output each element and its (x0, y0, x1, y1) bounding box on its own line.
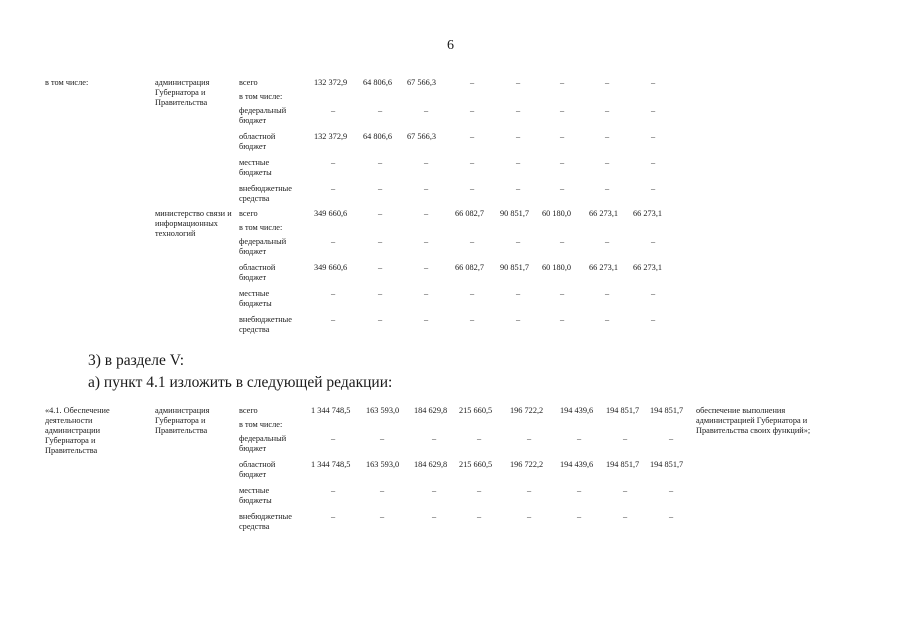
empty-value-cell: – (424, 106, 429, 115)
amount-cell: 194 851,7 (606, 460, 640, 469)
empty-value-cell: – (424, 315, 429, 324)
amount-cell: 349 660,6 (314, 263, 348, 272)
empty-value-cell: – (470, 289, 475, 298)
funding-source-label: областной бюджет (239, 460, 276, 479)
empty-value-cell: – (378, 184, 383, 193)
empty-value-cell: – (331, 184, 336, 193)
empty-value-cell: – (378, 315, 383, 324)
empty-value-cell: – (477, 486, 482, 495)
empty-value-cell: – (424, 237, 429, 246)
empty-value-cell: – (331, 158, 336, 167)
empty-value-cell: – (516, 78, 521, 87)
amount-cell: 163 593,0 (366, 406, 400, 415)
funding-source-label: областной бюджет (239, 132, 276, 151)
funding-source-label: в том числе: (239, 92, 283, 101)
amount-cell: 196 722,2 (510, 406, 544, 415)
empty-value-cell: – (477, 512, 482, 521)
amount-cell: 66 273,1 (589, 209, 619, 218)
empty-value-cell: – (560, 237, 565, 246)
amount-cell: 184 629,8 (414, 406, 448, 415)
empty-value-cell: – (651, 106, 656, 115)
empty-value-cell: – (669, 434, 674, 443)
empty-value-cell: – (378, 237, 383, 246)
empty-value-cell: – (424, 263, 429, 272)
amount-cell: 67 566,3 (407, 78, 437, 87)
empty-value-cell: – (669, 512, 674, 521)
executor-ministry: министерство связи и информационных технологий (155, 209, 232, 238)
amount-cell: 194 439,6 (560, 460, 594, 469)
funding-source-label: местные бюджеты (239, 158, 272, 177)
empty-value-cell: – (516, 158, 521, 167)
empty-value-cell: – (516, 132, 521, 141)
empty-value-cell: – (378, 263, 383, 272)
amount-cell: 66 082,7 (455, 209, 485, 218)
amount-cell: 194 439,6 (560, 406, 594, 415)
empty-value-cell: – (380, 434, 385, 443)
page-number: 6 (447, 38, 454, 53)
empty-value-cell: – (651, 315, 656, 324)
empty-value-cell: – (432, 434, 437, 443)
empty-value-cell: – (623, 434, 628, 443)
amount-cell: 1 344 748,5 (311, 406, 351, 415)
empty-value-cell: – (527, 486, 532, 495)
empty-value-cell: – (560, 78, 565, 87)
amount-cell: 66 273,1 (633, 263, 663, 272)
empty-value-cell: – (516, 289, 521, 298)
empty-value-cell: – (470, 78, 475, 87)
funding-source-label: федеральный бюджет (239, 434, 287, 453)
empty-value-cell: – (605, 289, 610, 298)
empty-value-cell: – (560, 289, 565, 298)
empty-value-cell: – (331, 512, 336, 521)
amount-cell: 67 566,3 (407, 132, 437, 141)
amount-cell: 1 344 748,5 (311, 460, 351, 469)
empty-value-cell: – (527, 512, 532, 521)
amount-cell: 196 722,2 (510, 460, 544, 469)
amount-cell: 194 851,7 (606, 406, 640, 415)
empty-value-cell: – (651, 132, 656, 141)
empty-value-cell: – (380, 486, 385, 495)
empty-value-cell: – (432, 486, 437, 495)
empty-value-cell: – (560, 184, 565, 193)
funding-source-label: областной бюджет (239, 263, 276, 282)
empty-value-cell: – (623, 486, 628, 495)
empty-value-cell: – (424, 184, 429, 193)
amount-cell: 64 806,6 (363, 78, 393, 87)
empty-value-cell: – (378, 106, 383, 115)
empty-value-cell: – (477, 434, 482, 443)
empty-value-cell: – (516, 315, 521, 324)
amount-cell: 215 660,5 (459, 406, 493, 415)
empty-value-cell: – (516, 184, 521, 193)
empty-value-cell: – (378, 158, 383, 167)
amount-cell: 90 851,7 (500, 263, 530, 272)
empty-value-cell: – (331, 315, 336, 324)
empty-value-cell: – (331, 486, 336, 495)
heading-section-v: 3) в разделе V: (88, 352, 185, 369)
amount-cell: 60 180,0 (542, 209, 572, 218)
empty-value-cell: – (651, 158, 656, 167)
amount-cell: 66 082,7 (455, 263, 485, 272)
empty-value-cell: – (651, 184, 656, 193)
empty-value-cell: – (470, 237, 475, 246)
funding-source-label: внебюджетные средства (239, 184, 292, 203)
empty-value-cell: – (424, 209, 429, 218)
funding-source-label: всего (239, 78, 258, 87)
amount-cell: 132 372,9 (314, 78, 348, 87)
empty-value-cell: – (577, 434, 582, 443)
empty-value-cell: – (527, 434, 532, 443)
amount-cell: 90 851,7 (500, 209, 530, 218)
item-4-1-name: «4.1. Обеспечение деятельности администрации Губернатора и Правительства (45, 406, 110, 455)
funding-source-label: внебюджетные средства (239, 315, 292, 334)
funding-source-label: федеральный бюджет (239, 237, 287, 256)
amount-cell: 163 593,0 (366, 460, 400, 469)
empty-value-cell: – (470, 106, 475, 115)
expected-result: обеспечение выполнения администрацией Губернатора и Правительства своих функций»; (696, 406, 811, 435)
empty-value-cell: – (470, 315, 475, 324)
empty-value-cell: – (651, 289, 656, 298)
empty-value-cell: – (605, 78, 610, 87)
empty-value-cell: – (651, 78, 656, 87)
funding-source-label: в том числе: (239, 223, 283, 232)
empty-value-cell: – (605, 184, 610, 193)
empty-value-cell: – (516, 106, 521, 115)
empty-value-cell: – (432, 512, 437, 521)
empty-value-cell: – (651, 237, 656, 246)
funding-source-label: всего (239, 209, 258, 218)
heading-item-4-1: а) пункт 4.1 изложить в следующей редакции: (88, 374, 393, 391)
empty-value-cell: – (378, 209, 383, 218)
funding-source-label: внебюджетные средства (239, 512, 292, 531)
amount-cell: 184 629,8 (414, 460, 448, 469)
empty-value-cell: – (378, 289, 383, 298)
executor-administration: администрация Губернатора и Правительства (155, 78, 210, 107)
empty-value-cell: – (560, 132, 565, 141)
amount-cell: 66 273,1 (589, 263, 619, 272)
empty-value-cell: – (560, 315, 565, 324)
empty-value-cell: – (605, 315, 610, 324)
empty-value-cell: – (331, 289, 336, 298)
amount-cell: 349 660,6 (314, 209, 348, 218)
amount-cell: 194 851,7 (650, 406, 684, 415)
empty-value-cell: – (605, 132, 610, 141)
empty-value-cell: – (470, 158, 475, 167)
funding-source-label: в том числе: (239, 420, 283, 429)
empty-value-cell: – (669, 486, 674, 495)
empty-value-cell: – (605, 106, 610, 115)
empty-value-cell: – (560, 106, 565, 115)
empty-value-cell: – (331, 434, 336, 443)
empty-value-cell: – (577, 486, 582, 495)
amount-cell: 66 273,1 (633, 209, 663, 218)
empty-value-cell: – (605, 237, 610, 246)
empty-value-cell: – (331, 106, 336, 115)
section1-label: в том числе: (45, 78, 89, 87)
funding-source-label: всего (239, 406, 258, 415)
funding-source-label: федеральный бюджет (239, 106, 287, 125)
empty-value-cell: – (331, 237, 336, 246)
executor-administration-4-1: администрация Губернатора и Правительства (155, 406, 210, 435)
funding-source-label: местные бюджеты (239, 486, 272, 505)
empty-value-cell: – (605, 158, 610, 167)
empty-value-cell: – (470, 132, 475, 141)
amount-cell: 194 851,7 (650, 460, 684, 469)
amount-cell: 60 180,0 (542, 263, 572, 272)
empty-value-cell: – (623, 512, 628, 521)
empty-value-cell: – (424, 158, 429, 167)
empty-value-cell: – (577, 512, 582, 521)
amount-cell: 64 806,6 (363, 132, 393, 141)
empty-value-cell: – (380, 512, 385, 521)
empty-value-cell: – (470, 184, 475, 193)
empty-value-cell: – (424, 289, 429, 298)
funding-source-label: местные бюджеты (239, 289, 272, 308)
amount-cell: 215 660,5 (459, 460, 493, 469)
empty-value-cell: – (560, 158, 565, 167)
amount-cell: 132 372,9 (314, 132, 348, 141)
empty-value-cell: – (516, 237, 521, 246)
